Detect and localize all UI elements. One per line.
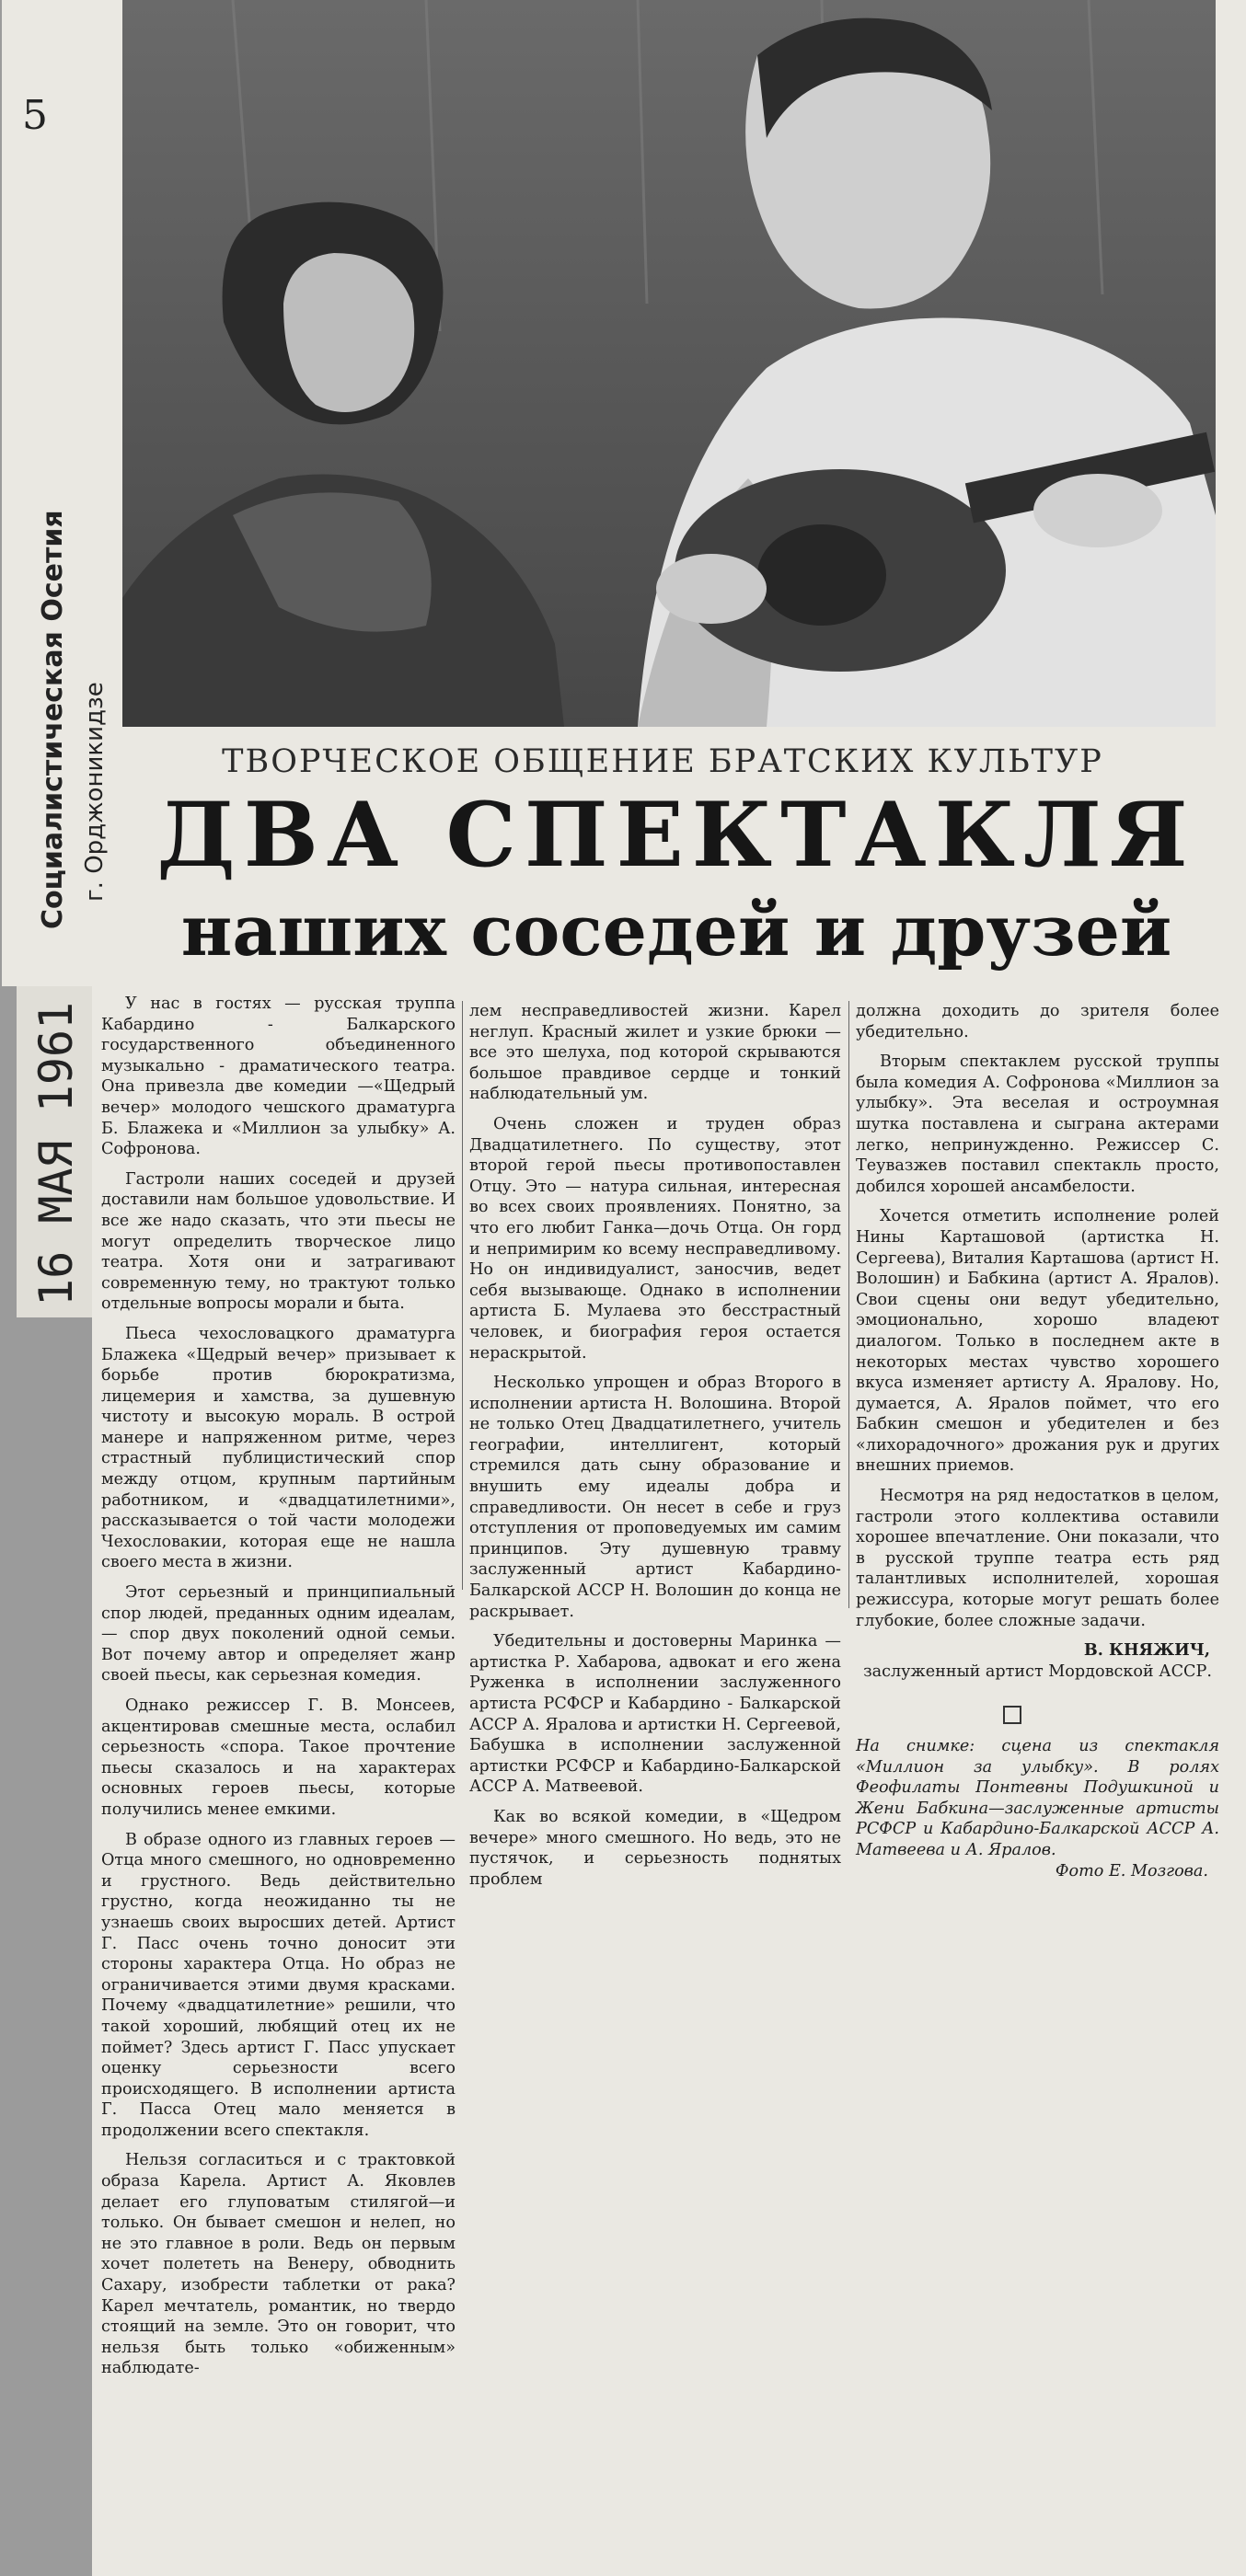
- article-photo: [122, 0, 1216, 727]
- paragraph: Очень сложен и труден образ Двадцатилетнего. По существу, этот второй герой пьесы противопоставлен Отцу. Это — натура сильная, интересная во всех своих проявлениях. Понятно, за что его любит Ганка—дочь Отца. Он горд и непримирим ко всему несправедливому. Но он индивидуалист, заносчив, ведет себя вызывающе. Однако в исполнении артиста Б. Мулаева это бесстрастный человек, и биография героя остается нераскрытой.: [469, 1114, 841, 1363]
- paragraph: Гастроли наших соседей и друзей доставили нам большое удовольствие. И все же надо сказать, что эти пьесы не могут определить творческое лицо театра. Хотя они и затрагивают современную тему, но трактуют только отдельные вопросы морали и быта.: [101, 1169, 456, 1314]
- article-column-2: [469, 1001, 841, 1899]
- city-name: г. Орджоникидзе: [81, 682, 109, 902]
- paragraph: Убедительны и достоверны Маринка — артистка Р. Хабарова, адвокат и его жена Руженка в исполнении заслуженного артиста РСФСР и Кабардино - Балкарской АССР А. Яралова и артистки Н. Сергеевой, Бабушка в исполнении заслуженной артистки РСФСР и Кабардино-Балкарской АССР А. Матвеевой.: [469, 1632, 841, 1797]
- paragraph: Этот серьезный и принципиальный спор людей, преданных одним идеалам, — спор двух поколений одной семьи. Вот почему автор и определяет жанр своей пьесы, как серьезная комедия.: [101, 1583, 456, 1685]
- author-signature: В. КНЯЖИЧ,: [1083, 1640, 1210, 1661]
- date-stamp: 16 МАЯ 1961: [29, 1001, 83, 1306]
- article-kicker: ТВОРЧЕСКОЕ ОБЩЕНИЕ БРАТСКИХ КУЛЬТУР: [222, 743, 1103, 780]
- photo-illustration: [122, 0, 1216, 727]
- paragraph: должна доходить до зрителя более убедительно.: [856, 1002, 1219, 1041]
- author-title: заслуженный артист Мордовской АССР.: [863, 1662, 1212, 1681]
- paragraph: Хочется отметить исполнение ролей Нины Карташовой (артистка Н. Сергеева), Виталия Карташова (артист Н. Волошин) и Бабкина (артист А. Яралов). Свои сцены они ведут убедительно, эмоционально, хорошо владеют диалогом. Только в последнем акте в некоторых местах чувство хорошего вкуса изменяет артисту А. Яралову. Но, думается, А. Яралов поймет, что его Бабкин смешон и убедителен и без «лихорадочного» дрожания рук и других внешних приемов.: [856, 1207, 1219, 1476]
- caption-marker-icon: [1003, 1706, 1021, 1724]
- photo-credit: Фото Е. Мозгова.: [1055, 1861, 1208, 1880]
- headline-line-2: наших соседей и друзей: [180, 890, 1172, 972]
- paragraph: Несколько упрощен и образ Второго в исполнении артиста Н. Волошина. Второй не только Отец Двадцатилетнего, учитель географии, интеллигент, который стремился дать сыну образование и внушить ему идеалы добра и справедливости. Он несет в себе и груз отступления от проповедуемых им самим принципов. Эту душевную травму заслуженный артист Кабардино-Балкарской АССР Н. Волошин до конца не раскрывает.: [469, 1374, 841, 1621]
- article-column-3: [856, 1001, 1219, 1881]
- photo-caption-block: [856, 1706, 1219, 1881]
- paragraph: Как во всякой комедии, в «Щедром вечере» много смешного. Но ведь, это не пустячок, и серьезность поднятых проблем: [469, 1807, 841, 1889]
- column-rule-left: [462, 1001, 463, 1590]
- column-rule-right: [848, 1001, 849, 1608]
- headline-line-1: ДВА СПЕКТАКЛЯ: [156, 783, 1196, 887]
- article-headline: [138, 783, 1215, 972]
- paragraph: лем несправедливостей жизни. Карел неглуп. Красный жилет и узкие брюки — все это шелуха, под которой скрываются большое правдивое сердце и тонкий наблюдательный ум.: [469, 1002, 841, 1104]
- paragraph: Пьеса чехословацкого драматурга Блажека «Щедрый вечер» призывает к борьбе против бюрократизма, лицемерия и хамства, за душевную чистоту и высокую мораль. В острой манере и напряженном ритме, через страстный публицистический спор между отцом, крупным партийным работником, и «двадцатилетними», рассказывается о той части молодежи Чехословакии, которая еще не нашла своего места в жизни.: [101, 1324, 456, 1572]
- article-column-1: [101, 994, 456, 2388]
- paragraph: У нас в гостях — русская труппа Кабардино - Балкарского государственного объединенного музыкально - драматического театра. Она привезла две комедии —«Щедрый вечер» молодого чешского драматурга Б. Блажека и «Миллион за улыбку» А. Софронова.: [101, 995, 456, 1159]
- photo-caption: На снимке: сцена из спектакля «Миллион за улыбку». В ролях Феофилаты Понтевны Подушкиной и Жени Бабкина—заслуженные артисты РСФСР и Кабардино-Балкарской АССР А. Матвеева и А. Яралов.: [856, 1737, 1219, 1859]
- paragraph: Нельзя согласиться и с трактовкой образа Карела. Артист А. Яковлев делает его глуповатым стилягой—и только. Он бывает смешон и нелеп, но не это главное в роли. Ведь он первым хочет полететь на Венеру, обводнить Сахару, изобрести таблетки от рака? Карел мечтатель, романтик, но твердо стоящий на земле. Это он говорит, что нельзя быть только «обиженным» наблюдате-: [101, 2151, 456, 2378]
- paragraph: Вторым спектаклем русской труппы была комедия А. Софронова «Миллион за улыбку». Эта веселая и остроумная шутка поставлена и сыграна актерами легко, непринужденно. Режиссер С. Теувазжев поставил спектакль просто, добился хорошей ансамбелости.: [856, 1052, 1219, 1196]
- paragraph: В образе одного из главных героев — Отца много смешного, но одновременно и грустного. Ведь действительно грустно, когда неожиданно ты не узнаешь своих выросших детей. Артист Г. Пасс очень точно доносит эти стороны характера Отца. Но образ не ограничивается этими двумя красками. Почему «двадцатилетние» решили, что такой хороший, любящий отец их не поймет? Здесь артист Г. Пасс упускает оценку серьезности всего происходящего. В исполнении артиста Г. Пасса Отец мало меняется в продолжении всего спектакля.: [101, 1830, 456, 2140]
- page-number: 5: [22, 92, 48, 139]
- paragraph: Несмотря на ряд недостатков в целом, гастроли этого коллектива оставили хорошее впечатление. Они показали, что в русской труппе театра есть ряд талантливых исполнителей, хорошая режиссура, которые могут решать более глубокие, более сложные задачи.: [856, 1487, 1219, 1630]
- paragraph: Однако режиссер Г. В. Монсеев, акцентировав смешные места, ослабил серьезность «спора. Такое прочтение пьесы сказалось и на характерах основных героев пьесы, которые получились менее емкими.: [101, 1696, 456, 1819]
- newspaper-name: Социалистическая Осетия: [37, 510, 69, 929]
